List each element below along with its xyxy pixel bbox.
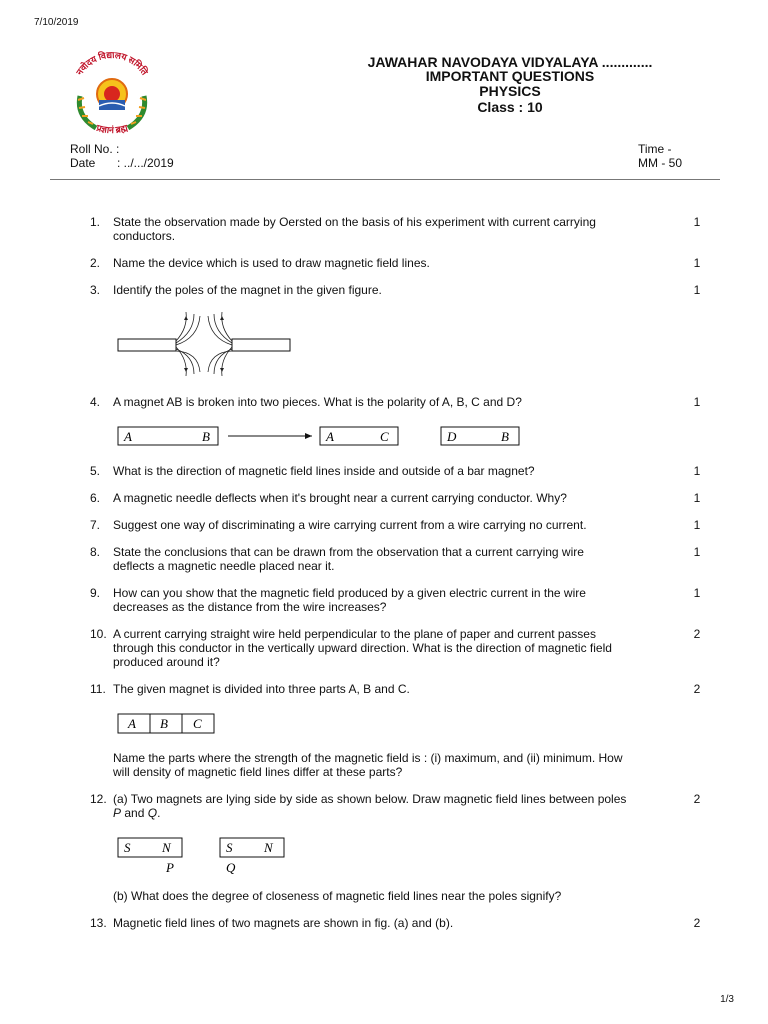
part-a: A	[128, 716, 136, 731]
question-6-marks: 1	[693, 491, 701, 505]
print-date: 7/10/2019	[34, 17, 79, 28]
question-11-marks: 2	[693, 682, 701, 696]
question-text: How can you show that the magnetic field produced by a given electric current in the wire decreases as the distance from the wire increases?	[113, 586, 586, 614]
question-13	[90, 916, 682, 930]
question-text: The given magnet is divided into three parts A, B and C.	[113, 682, 410, 696]
question-number: 4.	[90, 395, 101, 409]
question-9	[90, 586, 682, 614]
question-8-marks: 1	[693, 545, 701, 559]
question-12	[90, 792, 682, 820]
question-number: 9.	[90, 586, 101, 600]
label-a2: A	[326, 429, 334, 444]
magnet2-s: S	[226, 840, 233, 855]
class-label: Class : 10	[477, 99, 543, 115]
header-divider	[50, 179, 720, 180]
school-logo	[66, 50, 158, 138]
question-12-marks: 2	[693, 792, 701, 806]
question-text: A magnetic needle deflects when it's brought near a current carrying conductor. Why?	[113, 491, 567, 505]
question-number: 1.	[90, 215, 101, 229]
question-number: 5.	[90, 464, 101, 478]
label-d: D	[447, 429, 457, 444]
question-number: 8.	[90, 545, 101, 559]
q11-magnet-parts-figure	[116, 712, 218, 736]
question-text: (a) Two magnets are lying side by side as shown below. Draw magnetic field lines between poles P and Q.	[113, 792, 627, 820]
logo-top-text: नवोदय विद्यालय समिति	[74, 50, 150, 77]
svg-text:प्रज्ञानं ब्रह्म	[94, 122, 129, 135]
question-10-marks: 2	[693, 627, 701, 641]
question-9-marks: 1	[693, 586, 701, 600]
question-number: 12.	[90, 792, 107, 806]
question-number: 11.	[90, 682, 106, 696]
label-a: A	[124, 429, 132, 444]
question-text: What is the direction of magnetic field lines inside and outside of a bar magnet?	[113, 464, 535, 478]
question-11-continued	[90, 751, 682, 779]
subject: PHYSICS	[479, 83, 541, 99]
question-13-marks: 2	[693, 916, 701, 930]
label-c: C	[380, 429, 389, 444]
question-11	[90, 682, 682, 696]
part-b: B	[160, 716, 168, 731]
question-7-marks: 1	[693, 518, 701, 532]
question-text: (b) What does the degree of closeness of magnetic field lines near the poles signify?	[113, 889, 562, 903]
q3-magnet-figure	[116, 308, 294, 380]
question-text: A magnet AB is broken into two pieces. What is the polarity of A, B, C and D?	[113, 395, 522, 409]
magnet1-n: N	[162, 840, 171, 855]
logo-bottom-text: प्रज्ञानं ब्रह्म	[95, 122, 129, 136]
time-label: Time -	[638, 142, 672, 156]
question-number: 3.	[90, 283, 101, 297]
question-text: A current carrying straight wire held perpendicular to the plane of paper and current passes through this conductor in the vertically upward direction. What is the direction of magnetic field produced around it?	[113, 627, 612, 669]
question-12-part-b	[90, 889, 682, 903]
question-2-marks: 1	[693, 256, 701, 270]
pole-p: P	[166, 860, 174, 875]
school-name: JAWAHAR NAVODAYA VIDYALAYA .............	[367, 54, 653, 70]
question-text: Name the device which is used to draw magnetic field lines.	[113, 256, 430, 270]
question-5-marks: 1	[693, 464, 701, 478]
q12-two-magnets-figure	[116, 836, 288, 876]
label-b2: B	[501, 429, 509, 444]
question-4	[90, 395, 682, 409]
question-text: Magnetic field lines of two magnets are shown in fig. (a) and (b).	[113, 916, 454, 930]
arrow-head	[305, 433, 312, 439]
question-text: State the observation made by Oersted on the basis of his experiment with current carrying conductors.	[113, 215, 596, 243]
question-number: 13.	[90, 916, 107, 930]
question-number: 10.	[90, 627, 107, 641]
date-value: : ../.../2019	[117, 156, 174, 170]
label-b: B	[202, 429, 210, 444]
magnet2-n: N	[264, 840, 273, 855]
question-text: State the conclusions that can be drawn from the observation that a current carrying wire deflects a magnetic needle placed near it.	[113, 545, 584, 573]
question-6	[90, 491, 682, 505]
question-text: Name the parts where the strength of the magnetic field is : (i) maximum, and (ii) minimum. How will density of magnetic field lines differ at these parts?	[113, 751, 623, 779]
part-c: C	[193, 716, 202, 731]
magnet1-s: S	[124, 840, 131, 855]
pole-q: Q	[226, 860, 236, 875]
question-10	[90, 627, 682, 669]
question-3-marks: 1	[693, 283, 701, 297]
svg-text:नवोदय विद्यालय समिति	[74, 50, 151, 78]
question-1-marks: 1	[693, 215, 701, 229]
page-number: 1/3	[720, 994, 734, 1005]
question-4-marks: 1	[693, 395, 701, 409]
question-1	[90, 215, 682, 245]
question-8	[90, 545, 682, 573]
question-3	[90, 283, 682, 297]
date-label: Date	[70, 156, 96, 170]
question-2	[90, 256, 682, 270]
question-5	[90, 464, 682, 478]
max-marks: MM - 50	[638, 156, 683, 170]
question-number: 7.	[90, 518, 101, 532]
question-text: Identify the poles of the magnet in the given figure.	[113, 283, 382, 297]
roll-no-label: Roll No. :	[70, 142, 120, 156]
question-number: 6.	[90, 491, 101, 505]
q4-broken-magnet-figure	[116, 424, 526, 450]
question-text: Suggest one way of discriminating a wire carrying current from a wire carrying no current.	[113, 518, 587, 532]
doc-title: IMPORTANT QUESTIONS	[425, 68, 595, 84]
question-7	[90, 518, 682, 532]
question-number: 2.	[90, 256, 101, 270]
